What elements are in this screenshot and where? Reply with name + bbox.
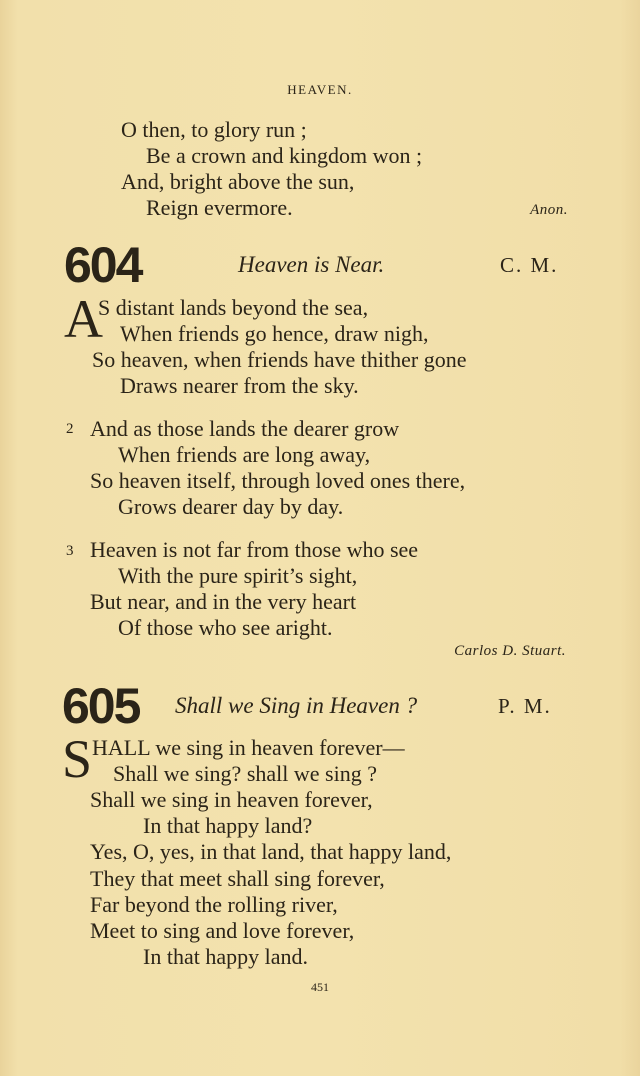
verse-line: S distant lands beyond the sea, [98,295,369,320]
verse-number: 3 [66,543,74,559]
page-number: 451 [311,980,329,994]
verse-line: O then, to glory run ; [121,117,307,142]
verse-line: Heaven is not far from those who see [90,537,419,562]
verse-line: HALL we sing in heaven forever— [92,735,405,760]
verse-line: Yes, O, yes, in that land, that happy land, [90,839,452,864]
verse-line: Draws nearer from the sky. [120,373,359,398]
hymn-title: Heaven is Near. [238,252,385,277]
verse-line: And, bright above the sun, [121,169,355,194]
verse-line: So heaven itself, through loved ones there, [90,468,466,493]
verse-line: Shall we sing? shall we sing ? [113,761,377,786]
attribution: Carlos D. Stuart. [454,643,566,659]
verse-line: When friends are long away, [118,442,371,467]
hymn-number: 605 [62,678,140,734]
hymn-title: Shall we Sing in Heaven ? [175,693,418,718]
hymn-meter: C. M. [500,253,559,277]
running-header: HEAVEN. [287,82,353,97]
hymn-number: 604 [64,237,142,293]
verse-line: With the pure spirit’s sight, [118,563,358,588]
verse-line: So heaven, when friends have thither gone [92,347,467,372]
verse-line: Reign evermore. [146,195,293,220]
verse-line: They that meet shall sing forever, [90,866,385,891]
hymn-meter: P. M. [498,694,552,718]
verse-line: In that happy land. [143,944,308,969]
verse-line: Of those who see aright. [118,615,333,640]
verse-line: When friends go hence, draw nigh, [120,321,429,346]
attribution: Anon. [530,202,568,218]
verse-line: Shall we sing in heaven forever, [90,787,373,812]
verse-line: But near, and in the very heart [90,589,357,614]
verse-number: 2 [66,421,74,437]
verse-line: Be a crown and kingdom won ; [146,143,423,168]
verse-line: And as those lands the dearer grow [90,416,400,441]
verse-line: Far beyond the rolling river, [90,892,338,917]
verse-line: Meet to sing and love forever, [90,918,355,943]
verse-line: Grows dearer day by day. [118,494,344,519]
drop-cap: A [64,289,103,349]
drop-cap: S [62,729,93,789]
verse-line: In that happy land? [143,813,313,838]
